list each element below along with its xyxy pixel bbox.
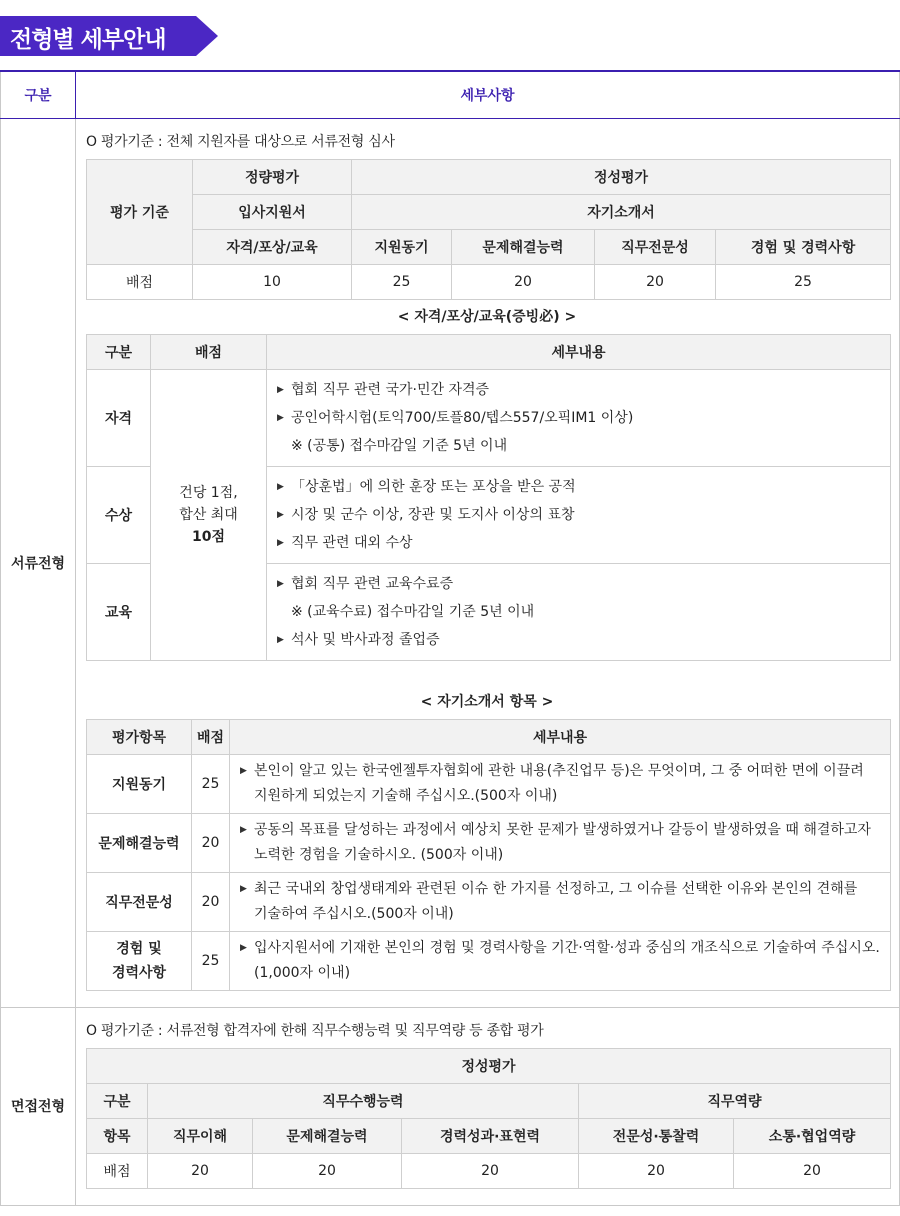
essay-item-detail bbox=[230, 813, 891, 872]
cert-row-name: 자격 bbox=[87, 369, 151, 466]
cert-detail bbox=[267, 563, 891, 660]
triangle-bullet-icon: ▶ bbox=[240, 942, 247, 953]
essay-table bbox=[86, 719, 891, 991]
triangle-bullet-icon: ▶ bbox=[277, 537, 284, 548]
item-header: 문제해결능력 bbox=[452, 229, 595, 264]
essay-item-score: 25 bbox=[192, 931, 230, 990]
interview-top-header: 정성평가 bbox=[87, 1048, 891, 1083]
interview-item-header: 문제해결능력 bbox=[253, 1118, 402, 1153]
item-header: 직무전문성 bbox=[595, 229, 716, 264]
qual-header: 정성평가 bbox=[352, 159, 891, 194]
bullet-item: ▶ 협회 직무 관련 교육수료증 bbox=[277, 570, 880, 598]
interview-item-header: 소통·협업역량 bbox=[734, 1118, 891, 1153]
bullet-item: ▶ 공동의 목표를 달성하는 과정에서 예상치 못한 문제가 발생하였거나 갈등이 발생하였을 때 해결하고자 노력한 경험을 기술하시오. (500자 이내) bbox=[240, 818, 880, 868]
essay-item-detail bbox=[230, 754, 891, 813]
bullet-item: ▶ 공인어학시험(토익700/토플80/텝스557/오픽IM1 이상) bbox=[277, 404, 880, 432]
score-cell: 25 bbox=[352, 264, 452, 299]
interview-group-header: 직무역량 bbox=[579, 1083, 891, 1118]
interview-table bbox=[86, 1048, 891, 1189]
points-line: 합산 최대 bbox=[179, 506, 238, 523]
cert-section-title: < 자격/포상/교육(증빙必) > bbox=[397, 308, 577, 325]
triangle-bullet-icon: ▶ bbox=[277, 412, 284, 423]
triangle-bullet-icon: ▶ bbox=[277, 634, 284, 645]
essay-item-score: 25 bbox=[192, 754, 230, 813]
essay-item-name: 직무전문성 bbox=[87, 872, 192, 931]
quant-doc-header: 입사지원서 bbox=[193, 194, 352, 229]
bullet-item: ▶ 입사지원서에 기재한 본인의 경험 및 경력사항을 기간·역할·성과 중심의 개조식으로 기술하여 주십시오. (1,000자 이내) bbox=[240, 936, 880, 986]
interview-row-label: 구분 bbox=[87, 1083, 148, 1118]
header-category: 구분 bbox=[1, 71, 76, 118]
points-line: 10점 bbox=[191, 528, 225, 545]
doc-stage-row bbox=[1, 118, 900, 1007]
essay-item-name: 지원동기 bbox=[87, 754, 192, 813]
triangle-bullet-icon: ▶ bbox=[240, 765, 247, 776]
interview-item-header: 직무이해 bbox=[148, 1118, 253, 1153]
cert-table bbox=[86, 334, 891, 661]
doc-stage-body bbox=[76, 118, 900, 1007]
essay-item-detail bbox=[230, 931, 891, 990]
triangle-bullet-icon: ▶ bbox=[240, 824, 247, 835]
essay-item-name: 문제해결능력 bbox=[87, 813, 192, 872]
cert-detail bbox=[267, 466, 891, 563]
essay-header: 세부내용 bbox=[230, 719, 891, 754]
note-item: ※ (교육수료) 접수마감일 기준 5년 이내 bbox=[291, 603, 535, 620]
interview-stage-body bbox=[76, 1007, 900, 1205]
interview-score-cell: 20 bbox=[402, 1153, 579, 1188]
triangle-bullet-icon: ▶ bbox=[277, 384, 284, 395]
bullet-item: ▶ 「상훈법」에 의한 훈장 또는 포상을 받은 공적 bbox=[277, 473, 880, 501]
interview-stage-label: 면접전형 bbox=[1, 1007, 76, 1205]
triangle-bullet-icon: ▶ bbox=[240, 883, 247, 894]
cert-header: 배점 bbox=[151, 334, 267, 369]
essay-item-score: 20 bbox=[192, 813, 230, 872]
bullet-item: ▶ 석사 및 박사과정 졸업증 bbox=[277, 626, 880, 654]
essay-header: 배점 bbox=[192, 719, 230, 754]
main-table bbox=[0, 70, 900, 1206]
score-label: 배점 bbox=[87, 264, 193, 299]
bullet-item: ▶ 시장 및 군수 이상, 장관 및 도지사 이상의 표창 bbox=[277, 501, 880, 529]
essay-header: 평가항목 bbox=[87, 719, 192, 754]
section-banner bbox=[0, 16, 218, 56]
essay-section-title: < 자기소개서 항목 > bbox=[420, 693, 554, 710]
interview-row-label: 항목 bbox=[87, 1118, 148, 1153]
main-table-header bbox=[1, 71, 900, 118]
score-cell: 20 bbox=[452, 264, 595, 299]
essay-item-score: 20 bbox=[192, 872, 230, 931]
bullet-item: ▶ 최근 국내외 창업생태계와 관련된 이슈 한 가지를 선정하고, 그 이슈를 선택한 이유와 본인의 견해를 기술하여 주십시오.(500자 이내) bbox=[240, 877, 880, 927]
cert-points bbox=[151, 369, 267, 660]
score-cell: 10 bbox=[193, 264, 352, 299]
score-row-label: 평가 기준 bbox=[87, 159, 193, 264]
cert-header: 구분 bbox=[87, 334, 151, 369]
essay-item-detail bbox=[230, 872, 891, 931]
interview-item-header: 전문성·통찰력 bbox=[579, 1118, 734, 1153]
doc-criterion: O 평가기준 : 전체 지원자를 대상으로 서류전형 심사 bbox=[86, 133, 395, 150]
item-header: 지원동기 bbox=[352, 229, 452, 264]
item-header: 경험 및 경력사항 bbox=[716, 229, 891, 264]
quant-header: 정량평가 bbox=[193, 159, 352, 194]
cert-header: 세부내용 bbox=[267, 334, 891, 369]
qual-doc-header: 자기소개서 bbox=[352, 194, 891, 229]
triangle-bullet-icon: ▶ bbox=[277, 578, 284, 589]
bullet-item: ▶ 직무 관련 대외 수상 bbox=[277, 529, 880, 557]
interview-criterion: O 평가기준 : 서류전형 합격자에 한해 직무수행능력 및 직무역량 등 종합 평가 bbox=[86, 1022, 544, 1039]
essay-item-name: 경험 및 경력사항 bbox=[87, 931, 192, 990]
item-header: 자격/포상/교육 bbox=[193, 229, 352, 264]
bullet-item: ▶ 협회 직무 관련 국가·민간 자격증 bbox=[277, 376, 880, 404]
interview-score-cell: 20 bbox=[734, 1153, 891, 1188]
page-title: 전형별 세부안내 bbox=[10, 27, 166, 53]
score-cell: 25 bbox=[716, 264, 891, 299]
cert-detail bbox=[267, 369, 891, 466]
interview-row-label: 배점 bbox=[87, 1153, 148, 1188]
interview-group-header: 직무수행능력 bbox=[148, 1083, 579, 1118]
header-details: 세부사항 bbox=[76, 71, 900, 118]
cert-row-name: 수상 bbox=[87, 466, 151, 563]
note-item: ※ (공통) 접수마감일 기준 5년 이내 bbox=[291, 437, 508, 454]
points-line: 건당 1점, bbox=[179, 484, 238, 501]
cert-row-name: 교육 bbox=[87, 563, 151, 660]
interview-stage-row bbox=[1, 1007, 900, 1205]
interview-score-cell: 20 bbox=[148, 1153, 253, 1188]
interview-item-header: 경력성과·표현력 bbox=[402, 1118, 579, 1153]
score-cell: 20 bbox=[595, 264, 716, 299]
interview-score-cell: 20 bbox=[253, 1153, 402, 1188]
interview-score-cell: 20 bbox=[579, 1153, 734, 1188]
triangle-bullet-icon: ▶ bbox=[277, 481, 284, 492]
doc-stage-label: 서류전형 bbox=[1, 118, 76, 1007]
doc-score-table bbox=[86, 159, 891, 300]
triangle-bullet-icon: ▶ bbox=[277, 509, 284, 520]
bullet-item: ▶ 본인이 알고 있는 한국엔젤투자협회에 관한 내용(추진업무 등)은 무엇이며, 그 중 어떠한 면에 이끌려 지원하게 되었는지 기술해 주십시오.(500자 이내) bbox=[240, 759, 880, 809]
